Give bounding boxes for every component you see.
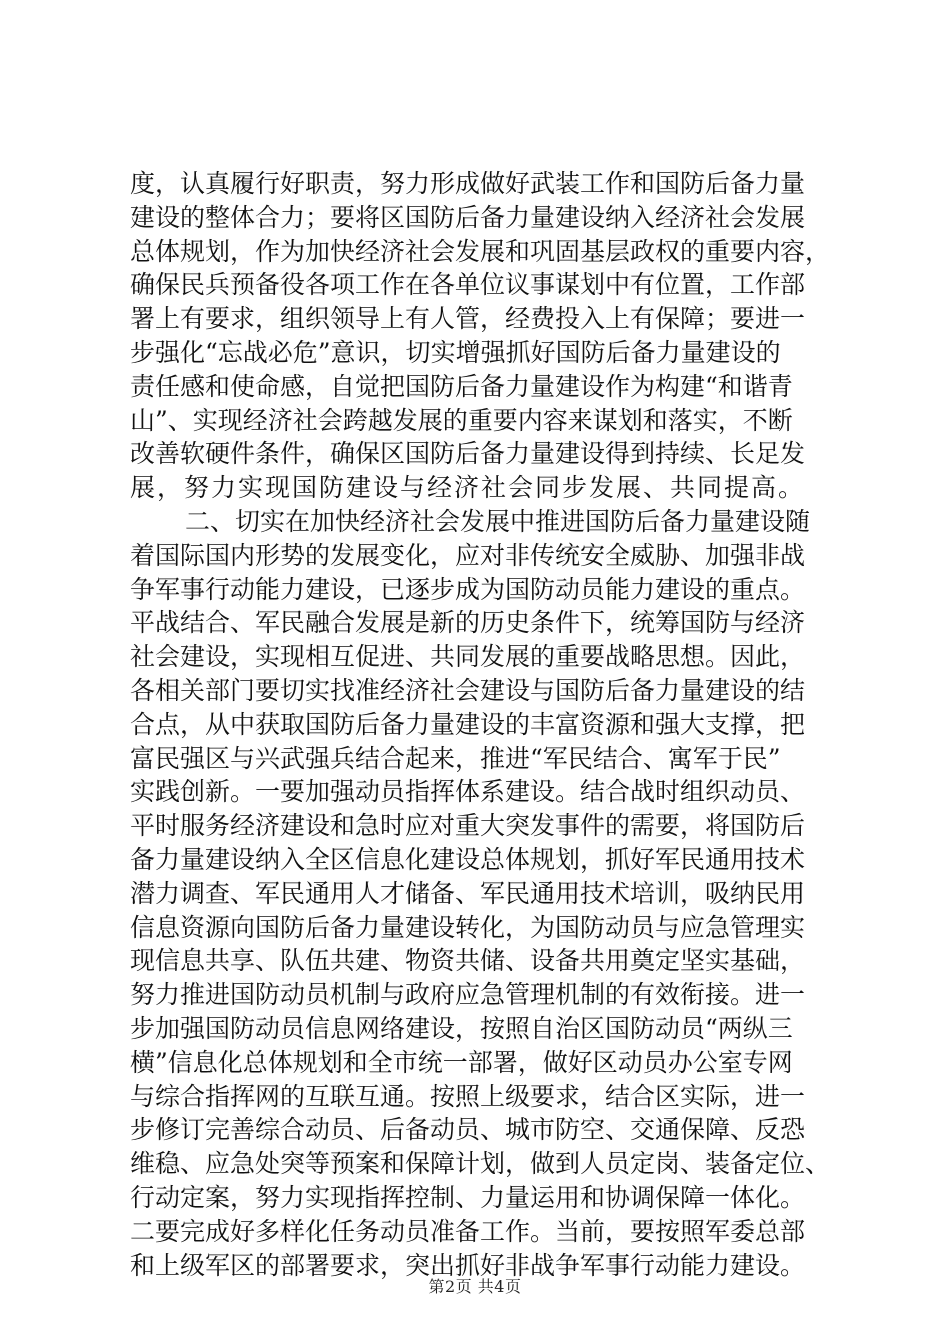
text-line: 实践创新。一要加强动员指挥体系建设。结合战时组织动员、 xyxy=(130,777,806,807)
text-line: 各相关部门要切实找准经济社会建设与国防后备力量建设的结 xyxy=(130,675,806,705)
page-footer: 第2页 共4页 xyxy=(428,1277,522,1296)
body-text xyxy=(130,167,830,1282)
text-line: 总体规划，作为加快经济社会发展和巩固基层政权的重要内容， xyxy=(130,236,831,266)
text-line: 二要完成好多样化任务动员准备工作。当前，要按照军委总部 xyxy=(130,1216,806,1246)
text-line: 步加强国防动员信息网络建设，按照自治区国防动员“两纵三 xyxy=(130,1013,793,1043)
text-line: 现信息共享、队伍共建、物资共储、设备共用奠定坚实基础， xyxy=(130,946,806,976)
text-line: 步强化“忘战必危”意识，切实增强抓好国防后备力量建设的 xyxy=(130,337,781,367)
text-line: 步修订完善综合动员、后备动员、城市防空、交通保障、反恐 xyxy=(130,1115,806,1145)
text-line: 维稳、应急处突等预案和保障计划，做到人员定岗、装备定位、 xyxy=(130,1149,831,1179)
text-line: 建设的整体合力；要将区国防后备力量建设纳入经济社会发展 xyxy=(130,202,806,232)
text-line: 社会建设，实现相互促进、共同发展的重要战略思想。因此， xyxy=(130,642,806,672)
text-line: 潜力调查、军民通用人才储备、军民通用技术培训，吸纳民用 xyxy=(130,878,806,908)
text-line: 信息资源向国防后备力量建设转化，为国防动员与应急管理实 xyxy=(130,912,806,942)
text-line: 与综合指挥网的互联互通。按照上级要求，结合区实际，进一 xyxy=(130,1081,806,1111)
text-line: 山”、实现经济社会跨越发展的重要内容来谋划和落实，不断 xyxy=(130,405,793,435)
text-line: 合点，从中获取国防后备力量建设的丰富资源和强大支撑，把 xyxy=(130,709,806,739)
text-line: 着国际国内形势的发展变化，应对非传统安全威胁、加强非战 xyxy=(130,540,806,570)
text-line: 确保民兵预备役各项工作在各单位议事谋划中有位置，工作部 xyxy=(130,270,806,300)
text-line: 度，认真履行好职责，努力形成做好武装工作和国防后备力量 xyxy=(130,169,806,198)
text-line: 改善软硬件条件，确保区国防后备力量建设得到持续、长足发 xyxy=(130,439,806,469)
text-line: 平时服务经济建设和急时应对重大突发事件的需要，将国防后 xyxy=(130,811,806,841)
text-line: 努力推进国防动员机制与政府应急管理机制的有效衔接。进一 xyxy=(130,980,806,1010)
text-line: 备力量建设纳入全区信息化建设总体规划，抓好军民通用技术 xyxy=(130,844,806,874)
text-line: 富民强区与兴武强兵结合起来，推进“军民结合、寓军于民” xyxy=(130,743,781,773)
text-line: 横”信息化总体规划和全市统一部署，做好区动员办公室专网 xyxy=(130,1047,793,1077)
text-line: 和上级军区的部署要求，突出抓好非战争军事行动能力建设。 xyxy=(130,1250,806,1280)
text-line: 二、切实在加快经济社会发展中推进国防后备力量建设随 xyxy=(185,506,811,536)
text-line: 责任感和使命感，自觉把国防后备力量建设作为构建“和谐青 xyxy=(130,371,793,401)
text-line: 行动定案，努力实现指挥控制、力量运用和协调保障一体化。 xyxy=(130,1182,806,1212)
text-line: 署上有要求，组织领导上有人管，经费投入上有保障；要进一 xyxy=(130,304,806,334)
text-line: 平战结合、军民融合发展是新的历史条件下，统筹国防与经济 xyxy=(130,608,806,638)
text-line: 展，努力实现国防建设与经济社会同步发展、共同提高。 xyxy=(130,473,806,503)
text-line: 争军事行动能力建设，已逐步成为国防动员能力建设的重点。 xyxy=(130,574,806,604)
